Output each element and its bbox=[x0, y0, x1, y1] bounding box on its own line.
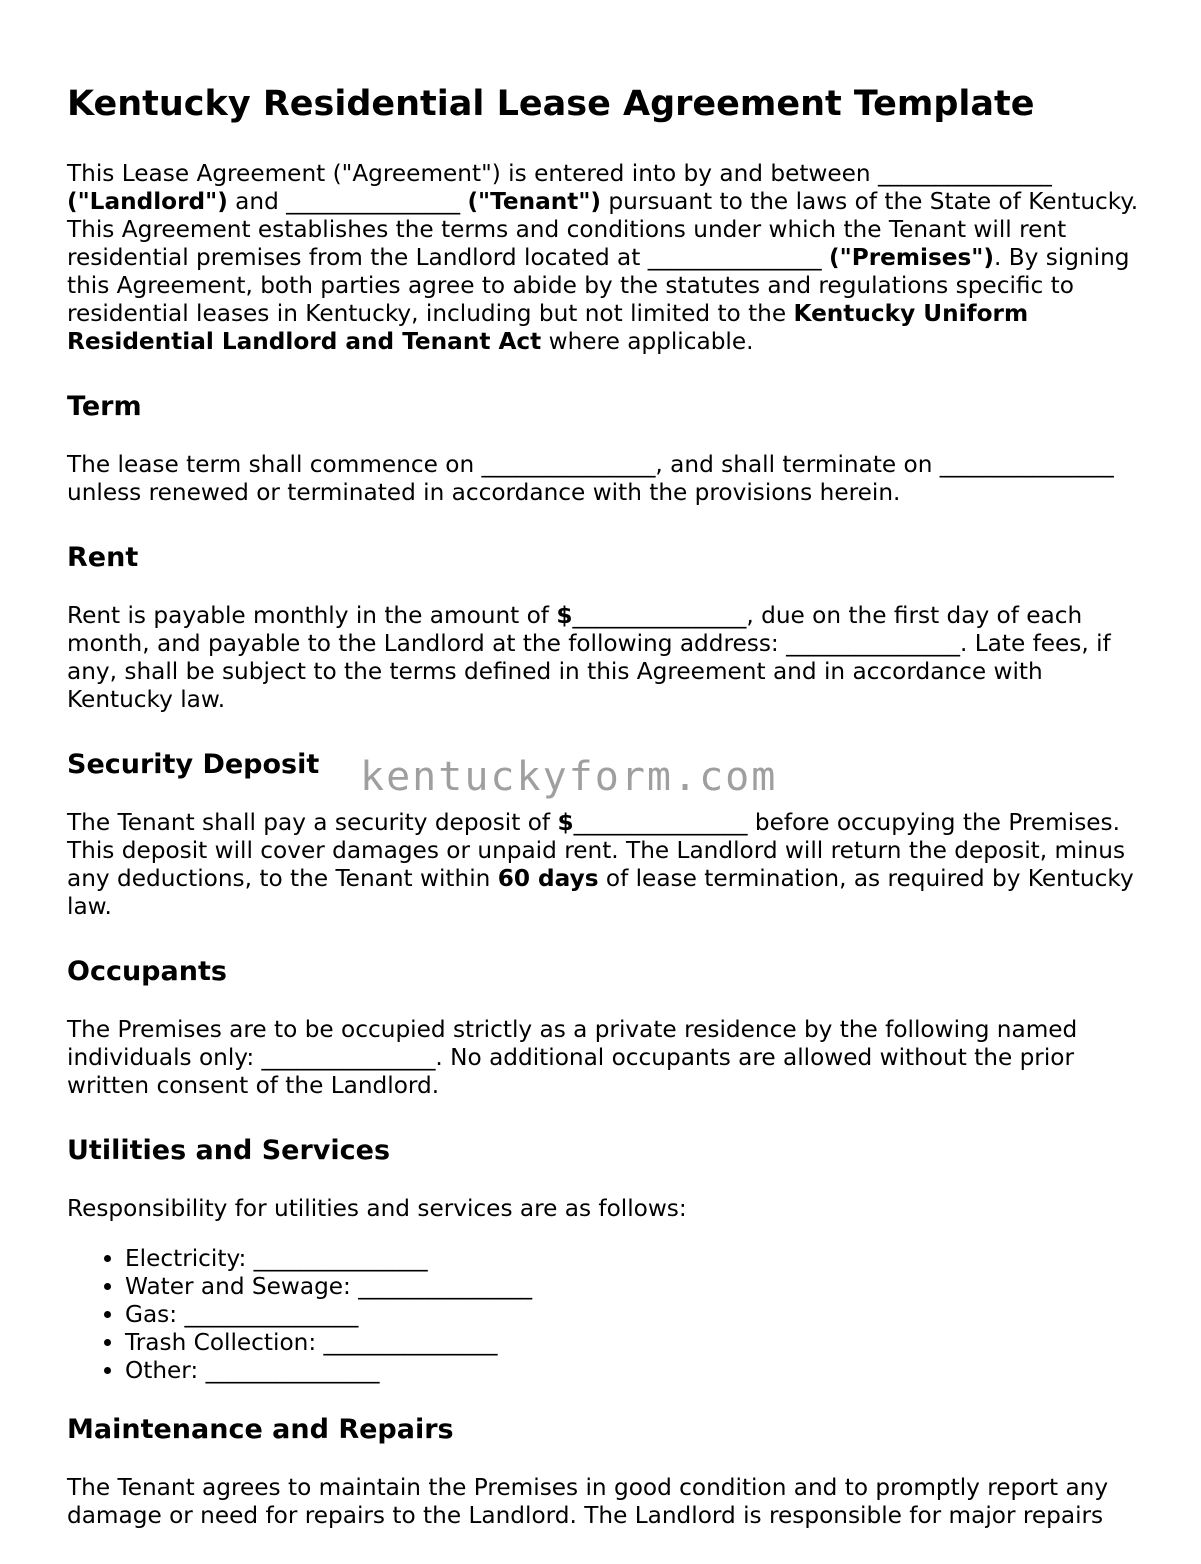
deposit-return-days: 60 days bbox=[497, 865, 599, 892]
term-paragraph: The lease term shall commence on _______________, and shall terminate on _______________ unless renewed or terminated in accordance with the provisions herein. bbox=[67, 451, 1114, 506]
intro-text-4: . By signing this Agreement, both parties agree to abide by the statutes and regulations specific to residential leases in Kentucky, including but not limited to the bbox=[67, 244, 1130, 327]
maintenance-heading: Maintenance and Repairs bbox=[67, 1414, 454, 1445]
deposit-text-1: The Tenant shall pay a security deposit of bbox=[67, 809, 558, 836]
list-item: • Other: _______________ bbox=[125, 1357, 1142, 1385]
occupants-paragraph: The Premises are to be occupied strictly as a private residence by the following named individuals only: _______________. No additional occupants are allowed without the prior written consent of the Landlord. bbox=[67, 1016, 1078, 1099]
intro-text-1: This Lease Agreement ("Agreement") is entered into by and between _______________ bbox=[67, 160, 1052, 187]
premises-label: ("Premises") bbox=[829, 244, 994, 271]
document-title: Kentucky Residential Lease Agreement Template bbox=[67, 84, 1035, 124]
list-item: • Gas: _______________ bbox=[125, 1301, 1142, 1329]
rent-heading: Rent bbox=[67, 542, 139, 573]
utilities-paragraph: Responsibility for utilities and services are as follows: bbox=[67, 1195, 687, 1222]
deposit-heading: Security Deposit bbox=[67, 749, 320, 780]
intro-text-2: and _______________ bbox=[227, 188, 468, 215]
landlord-label: ("Landlord") bbox=[67, 188, 228, 215]
deposit-text-2: _______________ before occupying the Premises. This deposit will cover damages or unpaid rent. The Landlord will return the deposit, minus any deductions, to the Tenant within bbox=[67, 809, 1126, 892]
term-heading: Term bbox=[67, 391, 142, 422]
deposit-paragraph bbox=[67, 809, 1142, 921]
document-page bbox=[67, 82, 1142, 1564]
list-item: • Water and Sewage: _______________ bbox=[125, 1273, 1142, 1301]
intro-text-5: where applicable. bbox=[541, 328, 754, 355]
rent-dollar-sign: $ bbox=[556, 602, 573, 629]
rent-text-1: Rent is payable monthly in the amount of bbox=[67, 602, 557, 629]
utilities-list bbox=[67, 1245, 1142, 1385]
utilities-heading: Utilities and Services bbox=[67, 1135, 391, 1166]
intro-paragraph bbox=[67, 160, 1142, 356]
tenant-label: ("Tenant") bbox=[467, 188, 602, 215]
intro-text-3: pursuant to the laws of the State of Kentucky. This Agreement establishes the terms and conditions under which the Tenant will rent residential premises from the Landlord located at _______________ bbox=[67, 188, 1139, 271]
act-name: Kentucky Uniform Residential Landlord and Tenant Act bbox=[67, 300, 1029, 355]
list-item: • Trash Collection: _______________ bbox=[125, 1329, 1142, 1357]
rent-text-2: _______________, due on the first day of each month, and payable to the Landlord at the following address: _______________. Late fees, if any, shall be subject to the terms defined in this Agreement and in accordance with Kentucky law. bbox=[67, 602, 1111, 713]
maintenance-paragraph: The Tenant agrees to maintain the Premises in good condition and to promptly report any damage or need for repairs to the Landlord. The Landlord is responsible for major repairs bbox=[67, 1474, 1109, 1529]
deposit-text-3: of lease termination, as required by Kentucky law. bbox=[67, 865, 1134, 920]
deposit-dollar-sign: $ bbox=[557, 809, 574, 836]
occupants-heading: Occupants bbox=[67, 956, 227, 987]
rent-paragraph bbox=[67, 602, 1142, 714]
watermark: kentuckyform.com bbox=[360, 754, 778, 800]
list-item: • Electricity: _______________ bbox=[125, 1245, 1142, 1273]
